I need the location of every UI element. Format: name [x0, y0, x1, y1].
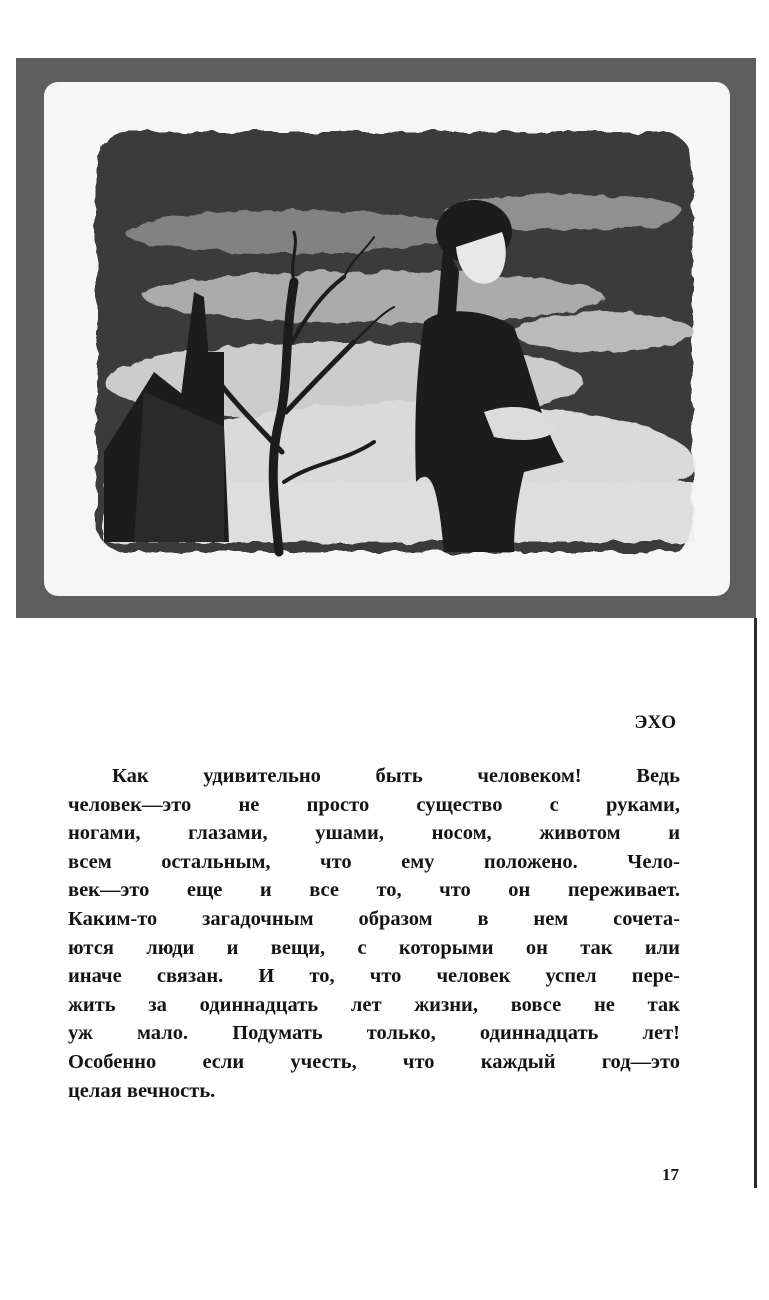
text-line: всем остальным, что ему положено. Чело- — [68, 850, 680, 873]
illustration-frame — [16, 58, 756, 618]
text-line: Каким-то загадочным образом в нем сочета- — [68, 907, 680, 930]
text-line: ются люди и вещи, с которыми он так или — [68, 936, 680, 959]
text-line: целая вечность. — [68, 1079, 216, 1102]
page-edge-rule — [754, 618, 757, 1188]
page-number: 17 — [662, 1165, 679, 1184]
illustration — [44, 82, 730, 596]
illustration-art — [44, 82, 730, 596]
text-line: век—это еще и все то, что он переживает. — [68, 879, 680, 902]
text-line: ногами, глазами, ушами, носом, животом и — [68, 822, 680, 845]
text-line: жить за одиннадцать лет жизни, вовсе не так — [68, 993, 680, 1016]
chapter-title: ЭХО — [634, 712, 677, 733]
text-line: человек—это не просто существо с руками, — [68, 793, 680, 816]
text-line: Особенно если учесть, что каждый год—это — [68, 1050, 680, 1073]
text-line: иначе связан. И то, что человек успел пере- — [68, 965, 680, 988]
text-line: уж мало. Подумать только, одиннадцать лет! — [68, 1022, 680, 1045]
text-line: Как удивительно быть человеком! Ведь — [112, 765, 680, 787]
paragraph — [68, 762, 680, 1105]
